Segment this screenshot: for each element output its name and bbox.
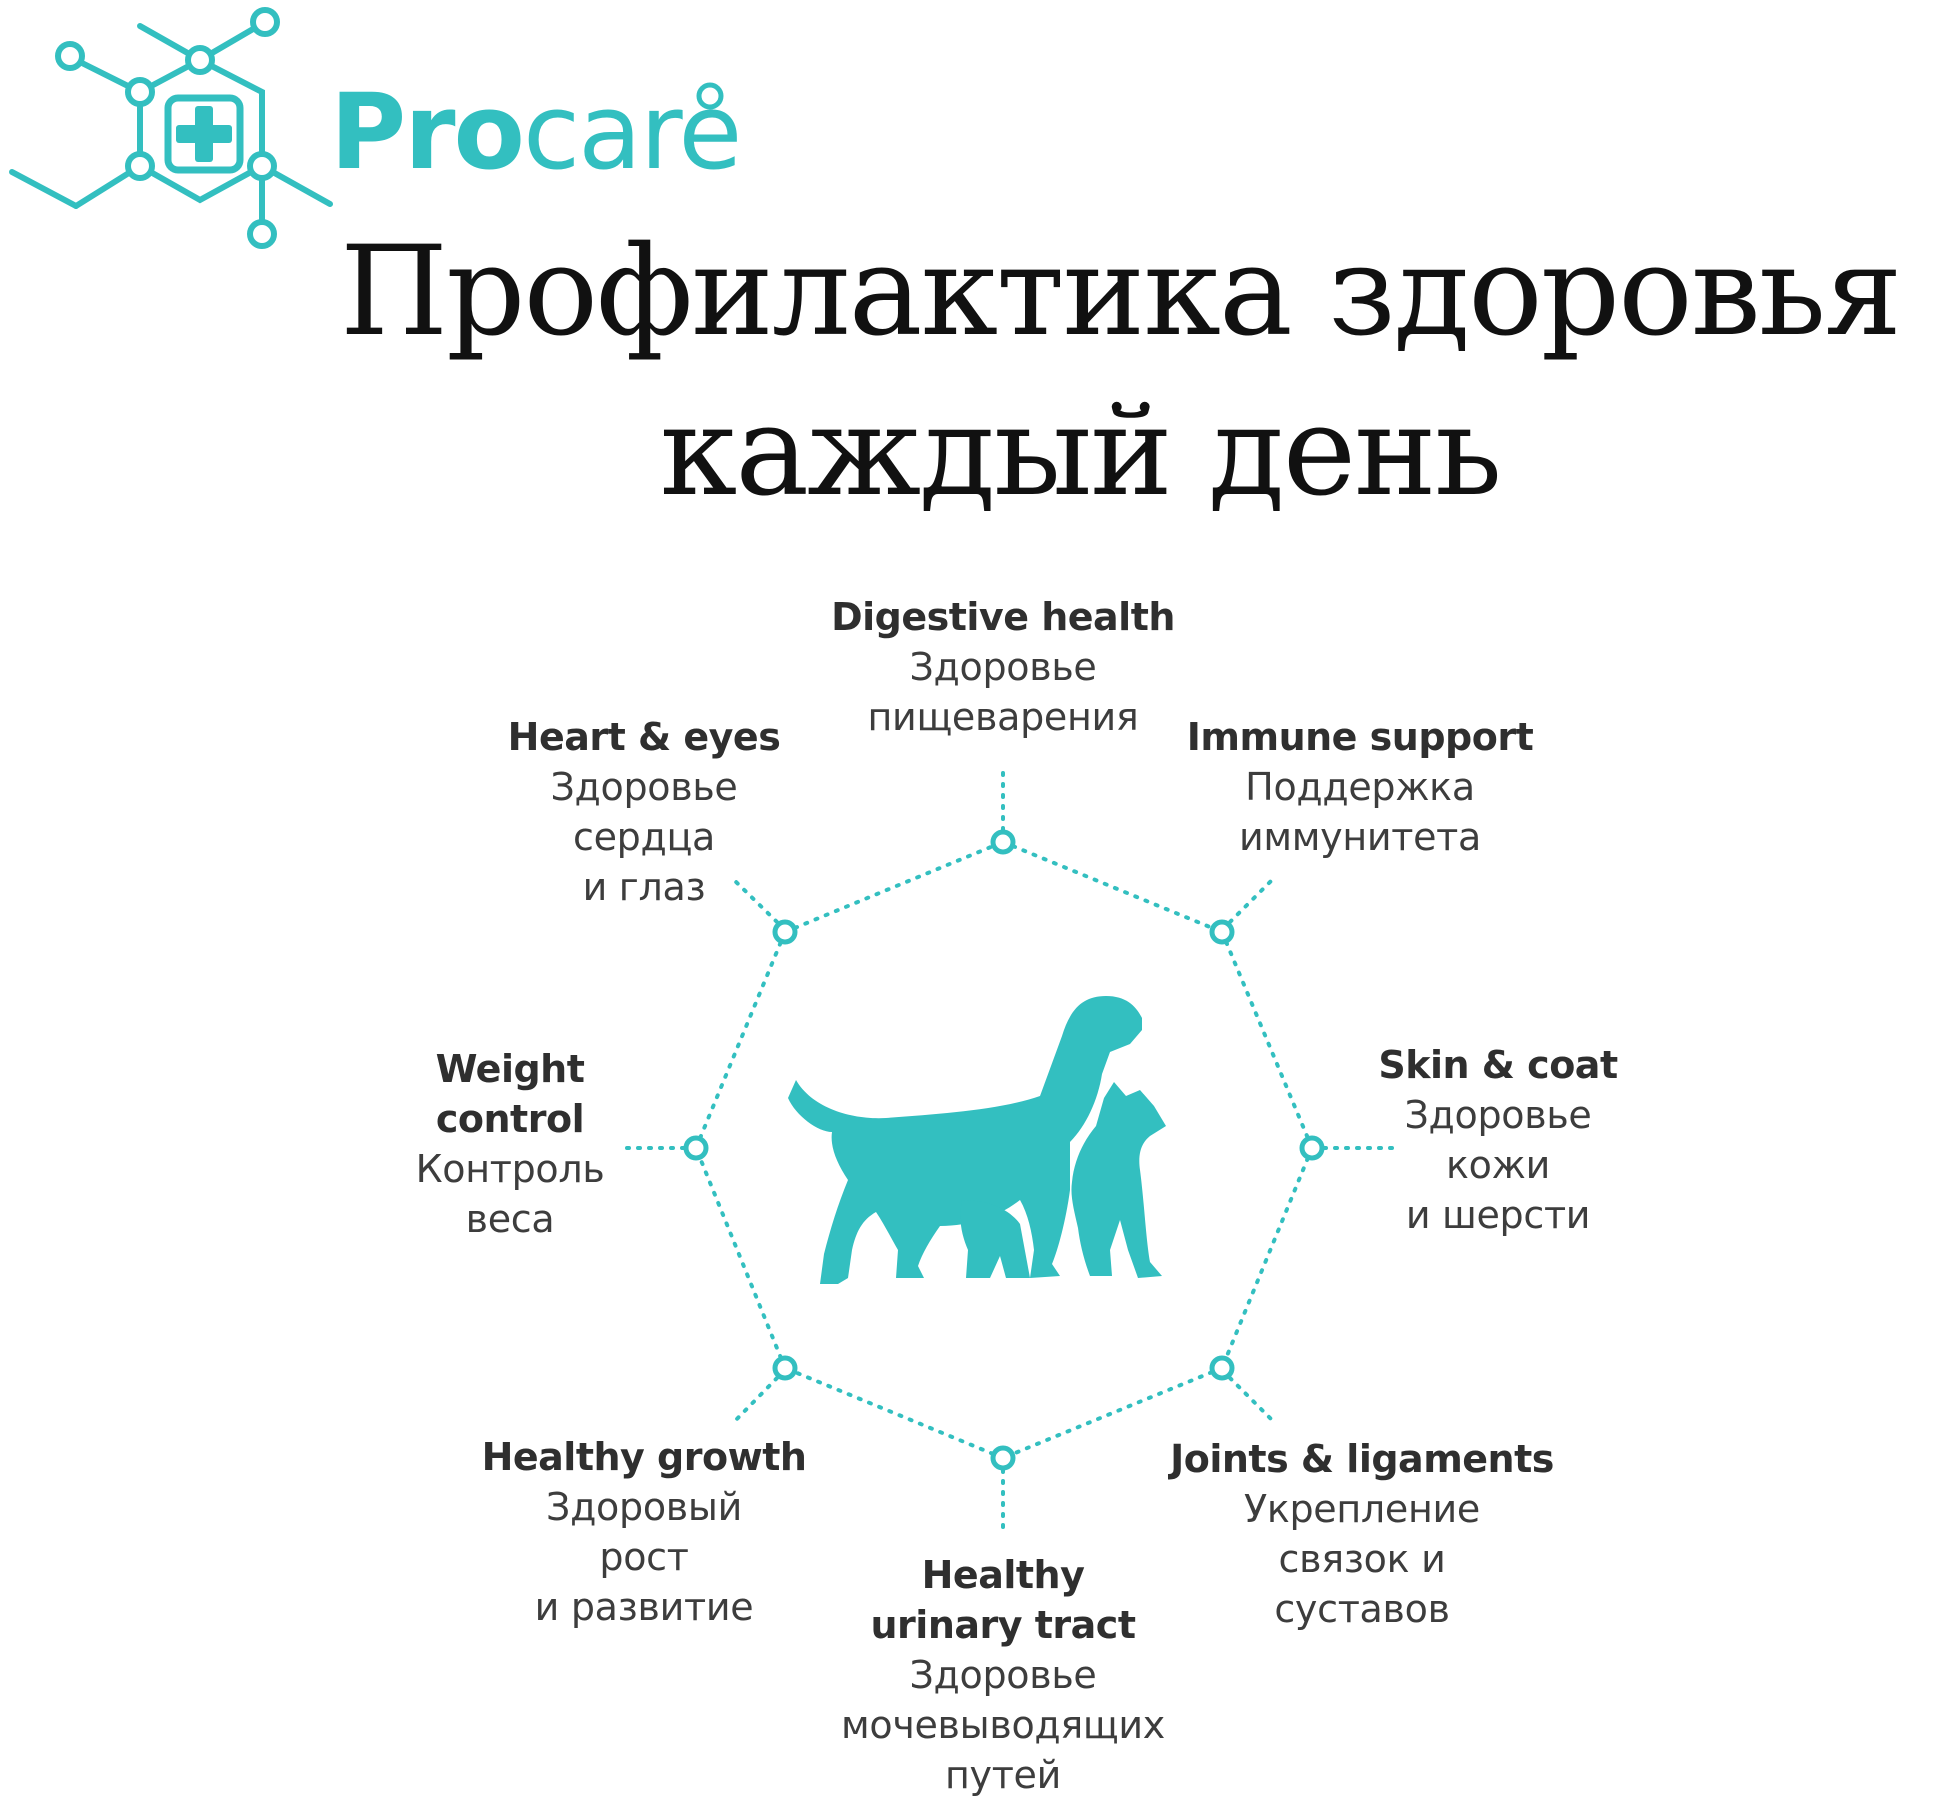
label-heart-ru: Здоровье сердца и глаз — [550, 765, 738, 909]
label-heart — [434, 712, 854, 912]
spoke — [1230, 1378, 1276, 1424]
label-digestive-ru: Здоровье пищеварения — [867, 645, 1139, 739]
headline — [340, 212, 1901, 532]
label-growth — [434, 1432, 854, 1632]
plus-icon — [176, 106, 232, 162]
label-joints — [1152, 1434, 1572, 1634]
node-digestive — [993, 832, 1013, 852]
spoke — [732, 1378, 777, 1424]
label-urinary — [793, 1550, 1213, 1800]
label-joints-en: Joints & ligaments — [1170, 1437, 1554, 1481]
svg-text:Procare — [330, 71, 740, 193]
headline-line-1: Профилактика здоровья — [340, 220, 1901, 364]
small-cat-silhouette-icon — [960, 1200, 1030, 1278]
label-skin — [1288, 1040, 1708, 1240]
label-growth-ru: Здоровый рост и развитие — [534, 1485, 754, 1629]
label-immune — [1150, 712, 1570, 862]
node-joints — [1212, 1358, 1232, 1378]
label-weight-ru: Контроль веса — [415, 1147, 605, 1241]
label-skin-en: Skin & coat — [1378, 1043, 1618, 1087]
label-skin-ru: Здоровье кожи и шерсти — [1404, 1093, 1592, 1237]
label-weight — [300, 1044, 720, 1244]
benefits-diagram — [0, 560, 1938, 1804]
label-growth-en: Healthy growth — [481, 1435, 807, 1479]
molecule-cross-icon — [12, 10, 330, 246]
node-urinary — [993, 1448, 1013, 1468]
label-urinary-en: Healthy urinary tract — [870, 1553, 1136, 1647]
node-heart — [775, 922, 795, 942]
label-heart-en: Heart & eyes — [507, 715, 781, 759]
label-urinary-ru: Здоровье мочевыводящих путей — [841, 1653, 1165, 1797]
label-weight-en: Weight control — [435, 1047, 585, 1141]
node-immune — [1212, 922, 1232, 942]
label-immune-ru: Поддержка иммунитета — [1239, 765, 1481, 859]
label-digestive-en: Digestive health — [831, 595, 1175, 639]
headline-line-2: каждый день — [659, 380, 1501, 524]
label-joints-ru: Укрепление связок и суставов — [1243, 1487, 1481, 1631]
spoke — [1230, 878, 1274, 922]
dog-and-cat-silhouette-icon — [788, 996, 1166, 1284]
brand-name-light: care — [522, 71, 741, 193]
label-immune-en: Immune support — [1186, 715, 1534, 759]
node-growth — [775, 1358, 795, 1378]
brand-name-bold: Pro — [330, 71, 523, 193]
